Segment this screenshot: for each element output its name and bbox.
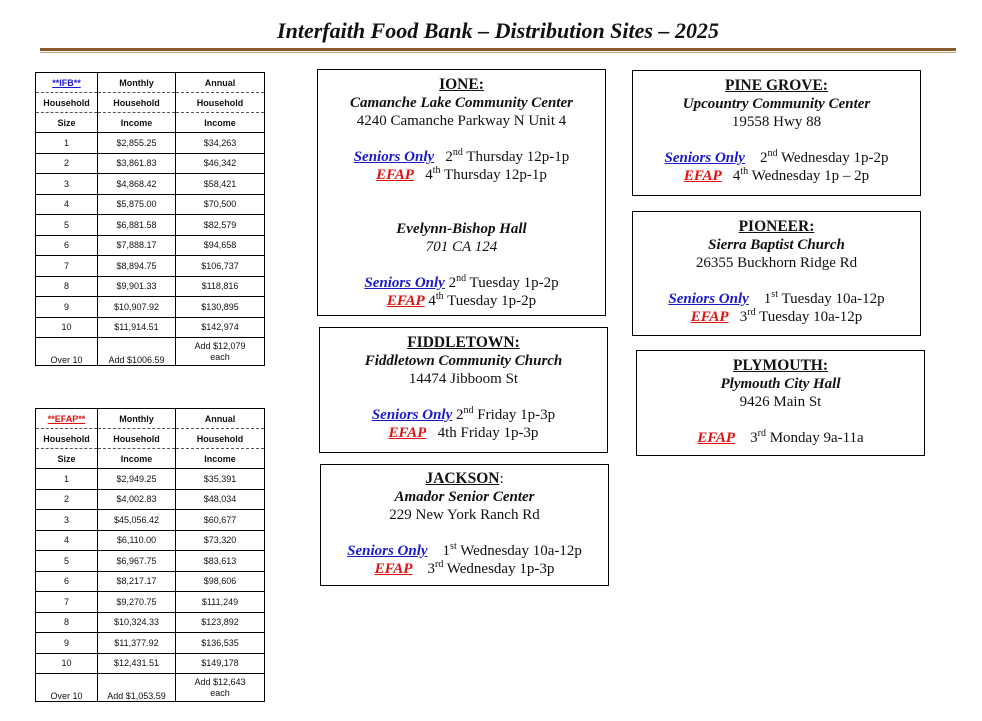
site-venue: Fiddletown Community Church bbox=[364, 353, 563, 369]
schedule-efap: EFAP 4th Friday 1p-3p bbox=[388, 425, 539, 441]
table-row: Over 10 Add $1006.59 Add $12,079 each bbox=[36, 338, 265, 366]
site-venue: Amador Senior Center bbox=[394, 489, 535, 505]
site-town: JACKSON bbox=[425, 470, 500, 487]
schedule-seniors: Seniors Only 2nd Friday 1p-3p bbox=[371, 405, 556, 423]
efap-tag: **EFAP** bbox=[36, 409, 98, 429]
site-venue: Upcountry Community Center bbox=[682, 96, 871, 112]
header-cell: Size bbox=[36, 449, 98, 469]
table-row: 3 $4,868.42 $58,421 bbox=[36, 174, 265, 195]
header-cell: Household bbox=[176, 93, 265, 113]
table-row: 10 $12,431.51 $149,178 bbox=[36, 653, 265, 674]
header-cell: Household bbox=[98, 429, 176, 449]
site-venue: Camanche Lake Community Center bbox=[350, 95, 573, 111]
site-address: 14474 Jibboom St bbox=[408, 371, 519, 387]
site-address: 19558 Hwy 88 bbox=[731, 114, 822, 130]
site-address: 229 New York Ranch Rd bbox=[389, 507, 540, 523]
table-row: 2 $3,861.83 $46,342 bbox=[36, 153, 265, 174]
site-address: 9426 Main St bbox=[739, 394, 822, 410]
schedule-seniors: Seniors Only 2nd Wednesday 1p-2p bbox=[664, 148, 889, 166]
schedule-seniors: Seniors Only 2nd Tuesday 1p-2p bbox=[364, 273, 559, 291]
schedule-seniors: Seniors Only 1st Tuesday 10a-12p bbox=[668, 289, 885, 307]
table-row: 5 $6,881.58 $82,579 bbox=[36, 215, 265, 236]
schedule-efap: EFAP 4th Wednesday 1p – 2p bbox=[683, 166, 870, 184]
site-fiddletown bbox=[319, 327, 608, 453]
header-cell: Income bbox=[176, 113, 265, 133]
site-town: PIONEER: bbox=[738, 218, 815, 235]
site-pioneer bbox=[632, 211, 921, 336]
site-plymouth bbox=[636, 350, 925, 456]
site-address: 26355 Buckhorn Ridge Rd bbox=[695, 255, 858, 271]
title-rule bbox=[40, 48, 956, 51]
header-cell: Annual bbox=[176, 73, 265, 93]
header-cell: Household bbox=[36, 93, 98, 113]
header-cell: Income bbox=[176, 449, 265, 469]
page-title: Interfaith Food Bank – Distribution Sites – 2025 bbox=[277, 18, 719, 43]
table-row: 4 $5,875.00 $70,500 bbox=[36, 194, 265, 215]
site-ione bbox=[317, 69, 606, 316]
schedule-efap: EFAP 4th Thursday 12p-1p bbox=[376, 165, 547, 183]
table-row: 6 $8,217.17 $98,606 bbox=[36, 571, 265, 592]
site-address: 701 CA 124 bbox=[425, 239, 498, 255]
table-row: 1 $2,855.25 $34,263 bbox=[36, 133, 265, 154]
header-cell: Income bbox=[98, 449, 176, 469]
site-venue: Plymouth City Hall bbox=[720, 376, 841, 392]
table-row: 8 $10,324.33 $123,892 bbox=[36, 612, 265, 633]
table-row: 6 $7,888.17 $94,658 bbox=[36, 235, 265, 256]
header-cell: Annual bbox=[176, 409, 265, 429]
table-row: 7 $8,894.75 $106,737 bbox=[36, 256, 265, 277]
table-row: 9 $10,907.92 $130,895 bbox=[36, 297, 265, 318]
header-cell: Household bbox=[98, 93, 176, 113]
site-town: PINE GROVE: bbox=[725, 77, 828, 94]
schedule-efap: EFAP 3rd Tuesday 10a-12p bbox=[690, 307, 863, 325]
header-cell: Size bbox=[36, 113, 98, 133]
ifb-income-table bbox=[35, 72, 265, 366]
schedule-efap: EFAP 3rd Monday 9a-11a bbox=[697, 428, 864, 446]
table-row: 3 $45,056.42 $60,677 bbox=[36, 510, 265, 531]
header-cell: Household bbox=[176, 429, 265, 449]
site-address: 4240 Camanche Parkway N Unit 4 bbox=[356, 113, 567, 129]
schedule-seniors: Seniors Only 2nd Thursday 12p-1p bbox=[353, 147, 570, 165]
site-jackson bbox=[320, 464, 609, 586]
table-row: 5 $6,967.75 $83,613 bbox=[36, 551, 265, 572]
site-town: FIDDLETOWN: bbox=[407, 334, 520, 351]
table-row: 9 $11,377.92 $136,535 bbox=[36, 633, 265, 654]
site-pine-grove bbox=[632, 70, 921, 196]
table-row: 8 $9,901.33 $118,816 bbox=[36, 276, 265, 297]
header-cell: Income bbox=[98, 113, 176, 133]
table-row: Over 10 Add $1,053.59 Add $12,643 each bbox=[36, 674, 265, 702]
efap-income-table bbox=[35, 408, 265, 702]
site-town-line: JACKSON: bbox=[425, 470, 504, 487]
schedule-seniors: Seniors Only 1st Wednesday 10a-12p bbox=[347, 541, 582, 559]
site-venue: Sierra Baptist Church bbox=[708, 237, 845, 253]
table-row: 4 $6,110.00 $73,320 bbox=[36, 530, 265, 551]
site-town: IONE: bbox=[439, 76, 484, 93]
header-cell: Household bbox=[36, 429, 98, 449]
title-rule-thin bbox=[40, 52, 956, 53]
table-row: 2 $4,002.83 $48,034 bbox=[36, 489, 265, 510]
table-row: 1 $2,949.25 $35,391 bbox=[36, 469, 265, 490]
table-row: 7 $9,270.75 $111,249 bbox=[36, 592, 265, 613]
schedule-efap: EFAP 3rd Wednesday 1p-3p bbox=[374, 559, 555, 577]
site-town: PLYMOUTH: bbox=[732, 357, 828, 374]
table-row: 10 $11,914.51 $142,974 bbox=[36, 317, 265, 338]
ifb-tag: **IFB** bbox=[36, 73, 98, 93]
schedule-efap: EFAP 4th Tuesday 1p-2p bbox=[386, 291, 537, 309]
header-cell: Monthly bbox=[98, 409, 176, 429]
header-cell: Monthly bbox=[98, 73, 176, 93]
site-venue: Evelynn-Bishop Hall bbox=[396, 221, 527, 237]
